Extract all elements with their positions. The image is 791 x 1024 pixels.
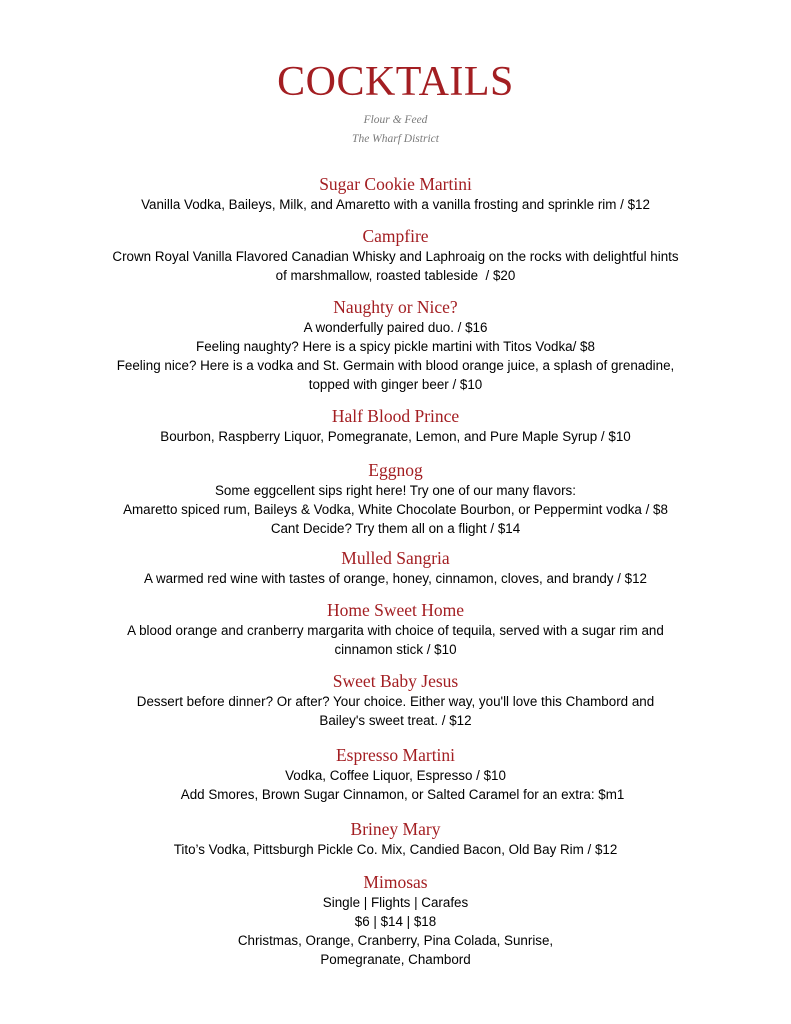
menu-item — [0, 297, 791, 394]
menu-item — [0, 819, 791, 859]
menu-item-name: Mulled Sangria — [341, 548, 450, 568]
menu-item — [0, 872, 791, 969]
menu-item-description: Tito’s Vodka, Pittsburgh Pickle Co. Mix, Candied Bacon, Old Bay Rim / $12 — [173, 842, 618, 857]
menu-item-description: Dessert before dinner? Or after? Your choice. Either way, you'll love this Chambord and — [136, 694, 655, 709]
menu-item-description: A warmed red wine with tastes of orange, honey, cinnamon, cloves, and brandy / $12 — [144, 571, 647, 586]
menu-item-description: Bourbon, Raspberry Liquor, Pomegranate, Lemon, and Pure Maple Syrup / $10 — [160, 429, 631, 444]
menu-item-description: Bailey's sweet treat. / $12 — [319, 713, 472, 728]
menu-item-description: topped with ginger beer / $10 — [308, 377, 483, 392]
menu-item-description: of marshmallow, roasted tableside / $20 — [275, 268, 516, 283]
page-title: COCKTAILS — [277, 59, 514, 105]
menu-item-description: cinnamon stick / $10 — [334, 642, 457, 657]
menu-item-name: Mimosas — [363, 872, 428, 892]
menu-item — [0, 226, 791, 285]
menu-item-description: Crown Royal Vanilla Flavored Canadian Whisky and Laphroaig on the rocks with delightful hints — [112, 249, 679, 264]
menu-item-description: Feeling nice? Here is a vodka and St. Germain with blood orange juice, a splash of grenadine, — [116, 358, 675, 373]
menu-item-name: Naughty or Nice? — [333, 297, 458, 317]
menu-item-description: Christmas, Orange, Cranberry, Pina Colada, Sunrise, — [237, 933, 554, 948]
restaurant-name: Flour & Feed — [363, 114, 428, 126]
menu-item-name: Campfire — [362, 226, 429, 246]
menu-item-description: Amaretto spiced rum, Baileys & Vodka, White Chocolate Bourbon, or Peppermint vodka / $8 — [123, 502, 668, 517]
menu-item-name: Sugar Cookie Martini — [319, 174, 472, 194]
menu-item-description: $6 | $14 | $18 — [354, 914, 437, 929]
menu-item — [0, 174, 791, 214]
menu-item-name: Eggnog — [368, 460, 423, 480]
menu-item-description: A wonderfully paired duo. / $16 — [303, 320, 488, 335]
menu-item-name: Sweet Baby Jesus — [332, 671, 459, 691]
menu-item-name: Home Sweet Home — [326, 600, 465, 620]
menu-item-description: Add Smores, Brown Sugar Cinnamon, or Salted Caramel for an extra: $m1 — [166, 787, 625, 802]
menu-item-description: Cant Decide? Try them all on a flight / $14 — [270, 521, 521, 536]
menu-item — [0, 671, 791, 730]
menu-item-description: Pomegranate, Chambord — [320, 952, 471, 967]
menu-item-description: Feeling naughty? Here is a spicy pickle martini with Titos Vodka/ $8 — [196, 339, 595, 354]
menu-item — [0, 406, 791, 446]
menu-item-description: A blood orange and cranberry margarita with choice of tequila, served with a sugar rim and — [127, 623, 664, 638]
menu-item-name: Briney Mary — [350, 819, 441, 839]
menu-item-name: Half Blood Prince — [331, 406, 460, 426]
restaurant-location: The Wharf District — [352, 133, 439, 145]
menu-item-description: Vodka, Coffee Liquor, Espresso / $10 — [285, 768, 506, 783]
menu-item — [0, 600, 791, 659]
menu-item-description: Single | Flights | Carafes — [322, 895, 469, 910]
menu-item-description: Some eggcellent sips right here! Try one of our many flavors: — [215, 483, 576, 498]
menu-item-description: Vanilla Vodka, Baileys, Milk, and Amaretto with a vanilla frosting and sprinkle rim / $12 — [141, 197, 650, 212]
menu-item — [0, 460, 791, 538]
menu-item — [0, 745, 791, 804]
menu-item — [0, 548, 791, 588]
menu-items-list — [0, 162, 791, 969]
menu-item-name: Espresso Martini — [335, 745, 456, 765]
